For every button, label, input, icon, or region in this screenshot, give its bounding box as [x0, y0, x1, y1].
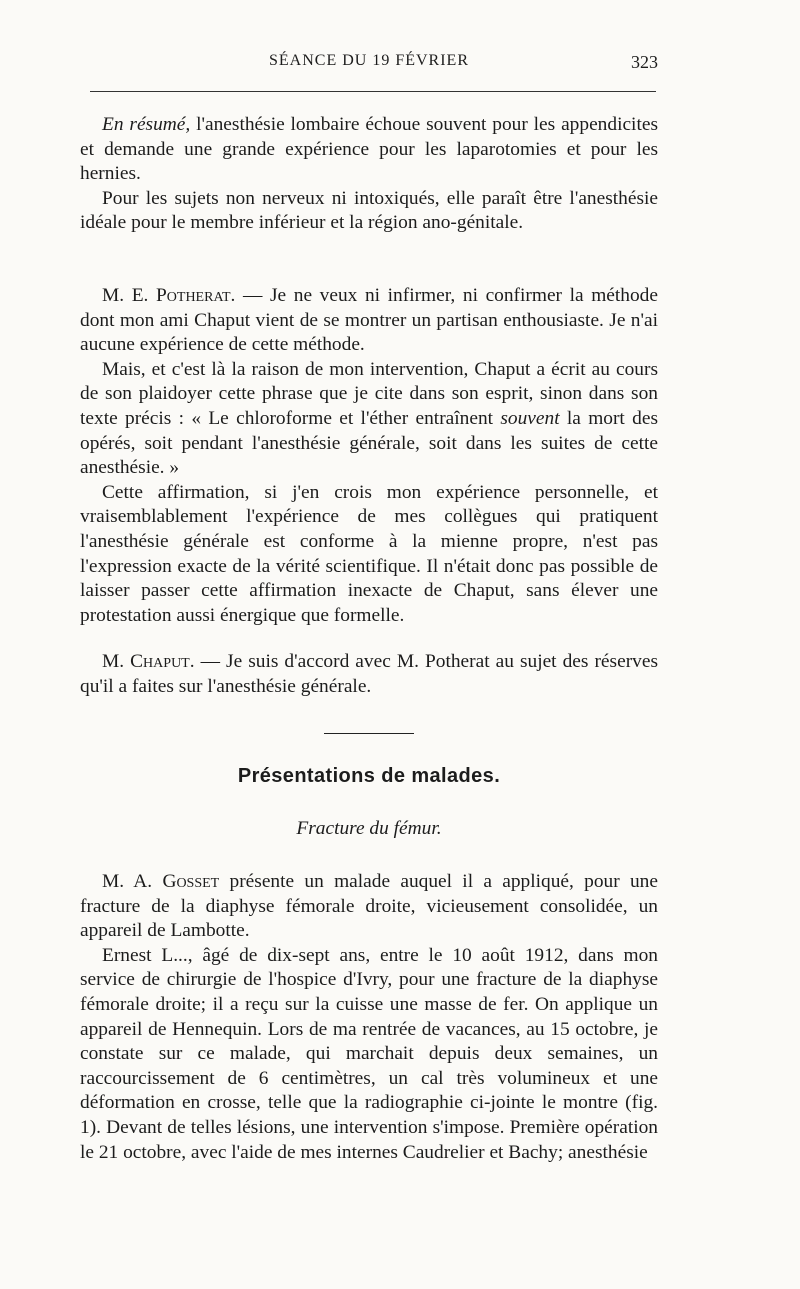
- italic-word: souvent: [500, 407, 560, 429]
- speaker-prefix: M. E.: [102, 285, 156, 306]
- page-header: [80, 52, 658, 76]
- paragraph-potherat-2: [80, 358, 658, 481]
- running-title: SÉANCE DU 19 FÉVRIER: [268, 52, 469, 69]
- lead-italic: En résumé,: [102, 114, 191, 135]
- paragraph-text: Mais, et c'est là la raison de mon intervention, Chaput a écrit au cours de son plaidoyer cette phrase que je cite dans son esprit, sinon dans son texte précis : « Le chloroforme et l'éther entraînent: [80, 358, 658, 429]
- paragraph-gosset-2: Ernest L..., âgé de dix-sept ans, entre le 10 août 1912, dans mon service de chirurgie de l'hospice d'Ivry, pour une fracture de la diaphyse fémorale droite; il a reçu sur la cuisse une masse de fer. On applique un appareil de Hennequin. Lors de ma rentrée de vacances, au 15 octobre, je constate sur ce malade, qui marchait depuis deux semaines, un raccourcissement de 6 centimètres, un cal très volumineux et une déformation en crosse, telle que la radiographie ci-jointe le montre (fig. 1). Devant de telles lésions, une intervention s'impose. Première opération le 21 octobre, avec l'aide de mes internes Caudrelier et Bachy; anesthésie: [80, 944, 658, 1163]
- paragraph-chaput: [80, 650, 658, 699]
- section-title: Présentations de malades.: [237, 765, 501, 787]
- text-block-chaput: [80, 650, 658, 699]
- paragraph-summary: [80, 113, 658, 187]
- header-rule: [90, 91, 656, 92]
- paragraph-text: — Je ne veux ni infirmer, ni confirmer la méthode dont mon ami Chaput vient de se montrer un partisan enthousiaste. Je n'ai aucune expérience de cette méthode.: [80, 285, 658, 356]
- speaker-prefix: M.: [102, 651, 131, 672]
- speaker-prefix: M. A.: [102, 871, 163, 892]
- paragraph-text: l'anesthésie lombaire échoue souvent pour les appendicites et demande une grande expérience pour les laparotomies et pour les hernies.: [80, 114, 658, 185]
- paragraph-indication: Pour les sujets non nerveux ni intoxiqués, elle paraît être l'anesthésie idéale pour le membre inférieur et la région ano-génitale.: [80, 187, 658, 234]
- paragraph-potherat-1: [80, 284, 658, 358]
- text-block-potherat: [80, 284, 658, 628]
- paragraph-text: présente un malade auquel il a appliqué, pour une fracture de la diaphyse fémorale droite, vicieusement consolidée, un appareil de Lambotte.: [80, 871, 658, 942]
- paragraph-text: — Je suis d'accord avec M. Potherat au sujet des réserves qu'il a faites sur l'anesthésie générale.: [80, 651, 658, 697]
- page-number: 323: [631, 52, 658, 72]
- text-block-gosset: [80, 870, 658, 1165]
- section-separator: [324, 733, 414, 734]
- paragraph-text: la mort des opérés, soit pendant l'anesthésie générale, soit dans les suites de cette anesthésie. »: [80, 407, 658, 479]
- speaker-name: Potherat.: [156, 285, 236, 306]
- paragraph-gosset-1: [80, 870, 658, 944]
- section-subtitle: Fracture du fémur.: [296, 818, 442, 839]
- speaker-name: Gosset: [162, 871, 220, 892]
- speaker-name: Chaput.: [130, 651, 195, 672]
- paragraph-potherat-3: Cette affirmation, si j'en crois mon expérience personnelle, et vraisemblablement l'expérience de mes collègues qui pratiquent l'anesthésie générale est conforme à la mienne propre, n'est pas l'expression exacte de la vérité scientifique. Il n'était donc pas possible de laisser passer cette affirmation inexacte de Chaput, sans élever une protestation aussi énergique que formelle.: [80, 481, 658, 626]
- text-block-summary: [80, 113, 658, 236]
